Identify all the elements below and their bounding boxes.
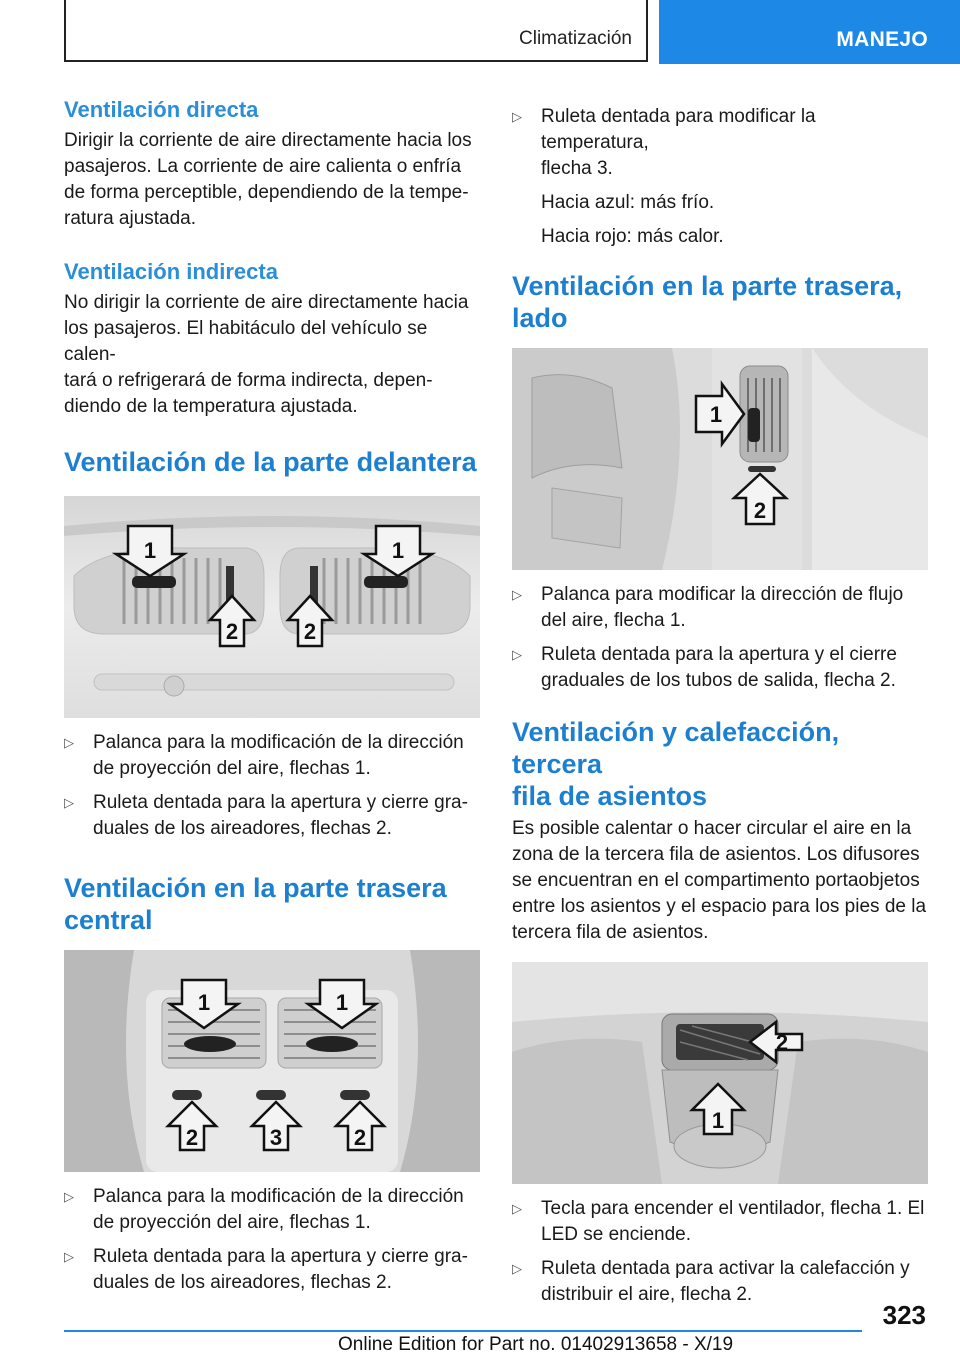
- heading-front-ventilation: Ventilación de la parte delantera: [64, 447, 477, 477]
- paragraph-indirect-ventilation: No dirigir la corriente de aire directamente hacia los pasajeros. El habitáculo del vehículo se calen‐ tará o refrigerará de forma indirecta, depen‐ diendo de la temperatura ajustada.: [64, 292, 469, 417]
- bullet-icon: ▷: [64, 1189, 74, 1204]
- arrow-label: 1: [391, 538, 405, 563]
- bullet-icon: ▷: [512, 1261, 522, 1276]
- arrow-label: 2: [753, 498, 767, 523]
- paragraph-third-row: Es posible calentar o hacer circular el aire en la zona de la tercera fila de asientos. Los difusores se encuentran en el compartimento portaobjetos entre los asientos y el espacio para los pies de la tercera fila de asientos.: [512, 818, 927, 943]
- bullet-icon: ▷: [512, 587, 522, 602]
- right-column: [512, 96, 928, 1308]
- footer-divider: [64, 1330, 862, 1332]
- chapter-title: MANEJO: [836, 28, 928, 51]
- heading-indirect-ventilation: Ventilación indirecta: [64, 259, 278, 284]
- bullet-icon: ▷: [512, 1201, 522, 1216]
- temp-red-note: Hacia rojo: más calor.: [541, 226, 724, 247]
- figure-rear-side-vent: [512, 348, 928, 570]
- page-number: 323: [882, 1300, 926, 1330]
- paragraph-direct-ventilation: Dirigir la corriente de aire directamente hacia los pasajeros. La corriente de aire calienta o enfría de forma perceptible, dependiendo de la tempe‐ ratura ajustada.: [64, 130, 472, 229]
- arrow-label: 3: [269, 1125, 283, 1150]
- heading-rear-center-ventilation: Ventilación en la parte trasera central: [64, 873, 447, 935]
- bullet-icon: ▷: [512, 109, 522, 124]
- heading-third-row-ventilation: Ventilación y calefacción, tercera fila de asientos: [512, 717, 840, 811]
- list-item: ▷ Palanca para modificar la dirección de flujo del aire, flecha 1.: [512, 584, 904, 631]
- list-item: ▷ Tecla para encender el ventilador, flecha 1. El LED se enciende.: [512, 1198, 925, 1245]
- arrow-label: 1: [143, 538, 157, 563]
- bullet-icon: ▷: [64, 795, 74, 810]
- list-item: ▷ Palanca para la modificación de la dirección de proyección del aire, flechas 1.: [64, 732, 464, 779]
- list-item: ▷ Ruleta dentada para modificar la temperatura, flecha 3.: [512, 106, 816, 179]
- temp-blue-note: Hacia azul: más frío.: [541, 192, 715, 213]
- list-item: ▷ Ruleta dentada para activar la calefacción y distribuir el aire, flecha 2.: [512, 1258, 910, 1305]
- list-item: ▷ Ruleta dentada para la apertura y cierre gra‐ duales de los aireadores, flechas 2.: [64, 1246, 468, 1293]
- list-item: ▷ Palanca para la modificación de la dirección de proyección del aire, flechas 1.: [64, 1186, 464, 1233]
- figure-third-row-vent: [512, 962, 928, 1184]
- bullet-icon: ▷: [64, 1249, 74, 1264]
- chapter-tab[interactable]: [659, 0, 960, 64]
- figure-front-vents: [64, 496, 480, 718]
- section-title: Climatización: [519, 28, 632, 49]
- bullet-icon: ▷: [512, 647, 522, 662]
- footer-edition: Online Edition for Part no. 01402913658 - X/19: [338, 1334, 734, 1355]
- arrow-label: 2: [185, 1125, 199, 1150]
- arrow-label: 2: [353, 1125, 367, 1150]
- heading-direct-ventilation: Ventilación directa: [64, 97, 259, 122]
- arrow-label: 2: [303, 619, 317, 644]
- heading-rear-side-ventilation: Ventilación en la parte trasera, lado: [512, 271, 903, 333]
- list-item: ▷ Ruleta dentada para la apertura y cierre gra‐ duales de los aireadores, flechas 2.: [64, 792, 468, 839]
- figure-rear-center-vents: [64, 950, 480, 1172]
- arrow-label: 2: [775, 1030, 789, 1055]
- left-column: [64, 96, 480, 1296]
- arrow-label: 1: [709, 402, 723, 427]
- arrow-label: 1: [335, 990, 349, 1015]
- header-section-box: [64, 0, 648, 62]
- bullet-icon: ▷: [64, 735, 74, 750]
- arrow-label: 1: [711, 1108, 725, 1133]
- arrow-label: 1: [197, 990, 211, 1015]
- arrow-label: 2: [225, 619, 239, 644]
- list-item: ▷ Ruleta dentada para la apertura y el cierre graduales de los tubos de salida, flecha 2.: [512, 644, 897, 691]
